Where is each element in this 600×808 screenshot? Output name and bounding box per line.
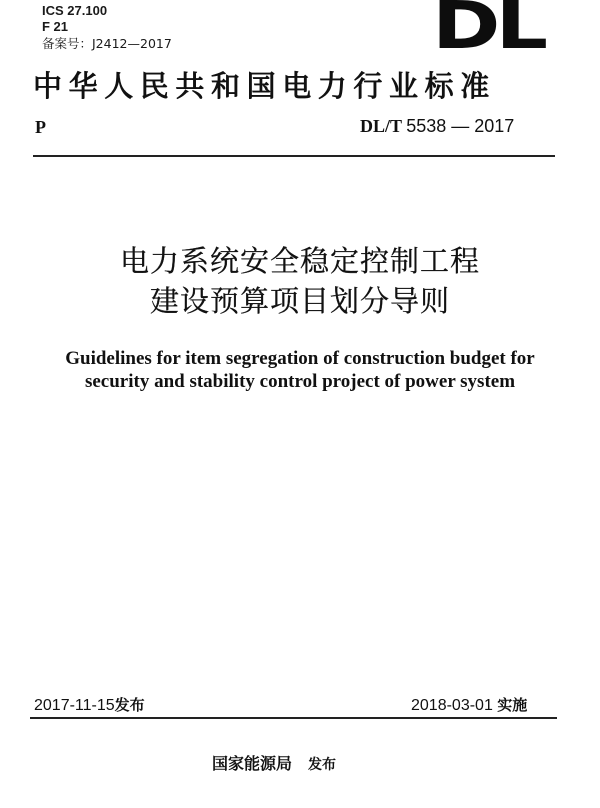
issue-date (34, 694, 145, 715)
standard-number-prefix: DL/T (360, 116, 402, 136)
filing-number: 备案号：J2412—2017 (42, 36, 172, 51)
publisher (212, 751, 336, 774)
category-letter: P (35, 117, 46, 137)
top-divider (33, 155, 555, 157)
title-en-line2: security and stability control project of power system (84, 371, 516, 392)
title-cn-line2: 建设预算项目划分导则 (149, 284, 450, 318)
title-cn-line1: 电力系统安全稳定控制工程 (119, 244, 480, 278)
classification-code: F 21 (42, 19, 69, 34)
implement-date (411, 694, 527, 715)
title-en-line1: Guidelines for item segregation of construction budget for (65, 348, 535, 369)
implement-label: 实施 (497, 696, 528, 714)
ics-code: ICS 27.100 (42, 3, 108, 18)
dl-logo: DL (432, 0, 544, 64)
implement-date-value: 2018-03-01 (411, 697, 493, 714)
standard-name: 中华人民共和国电力行业标准 (33, 69, 496, 103)
issue-label: 发布 (114, 696, 145, 714)
standard-number (360, 116, 514, 137)
bottom-divider (30, 717, 557, 719)
publisher-name: 国家能源局 (212, 754, 293, 773)
issue-date-value: 2017-11-15 (34, 697, 115, 714)
publisher-verb: 发布 (308, 757, 337, 773)
standard-number-value: 5538 — 2017 (406, 116, 515, 136)
